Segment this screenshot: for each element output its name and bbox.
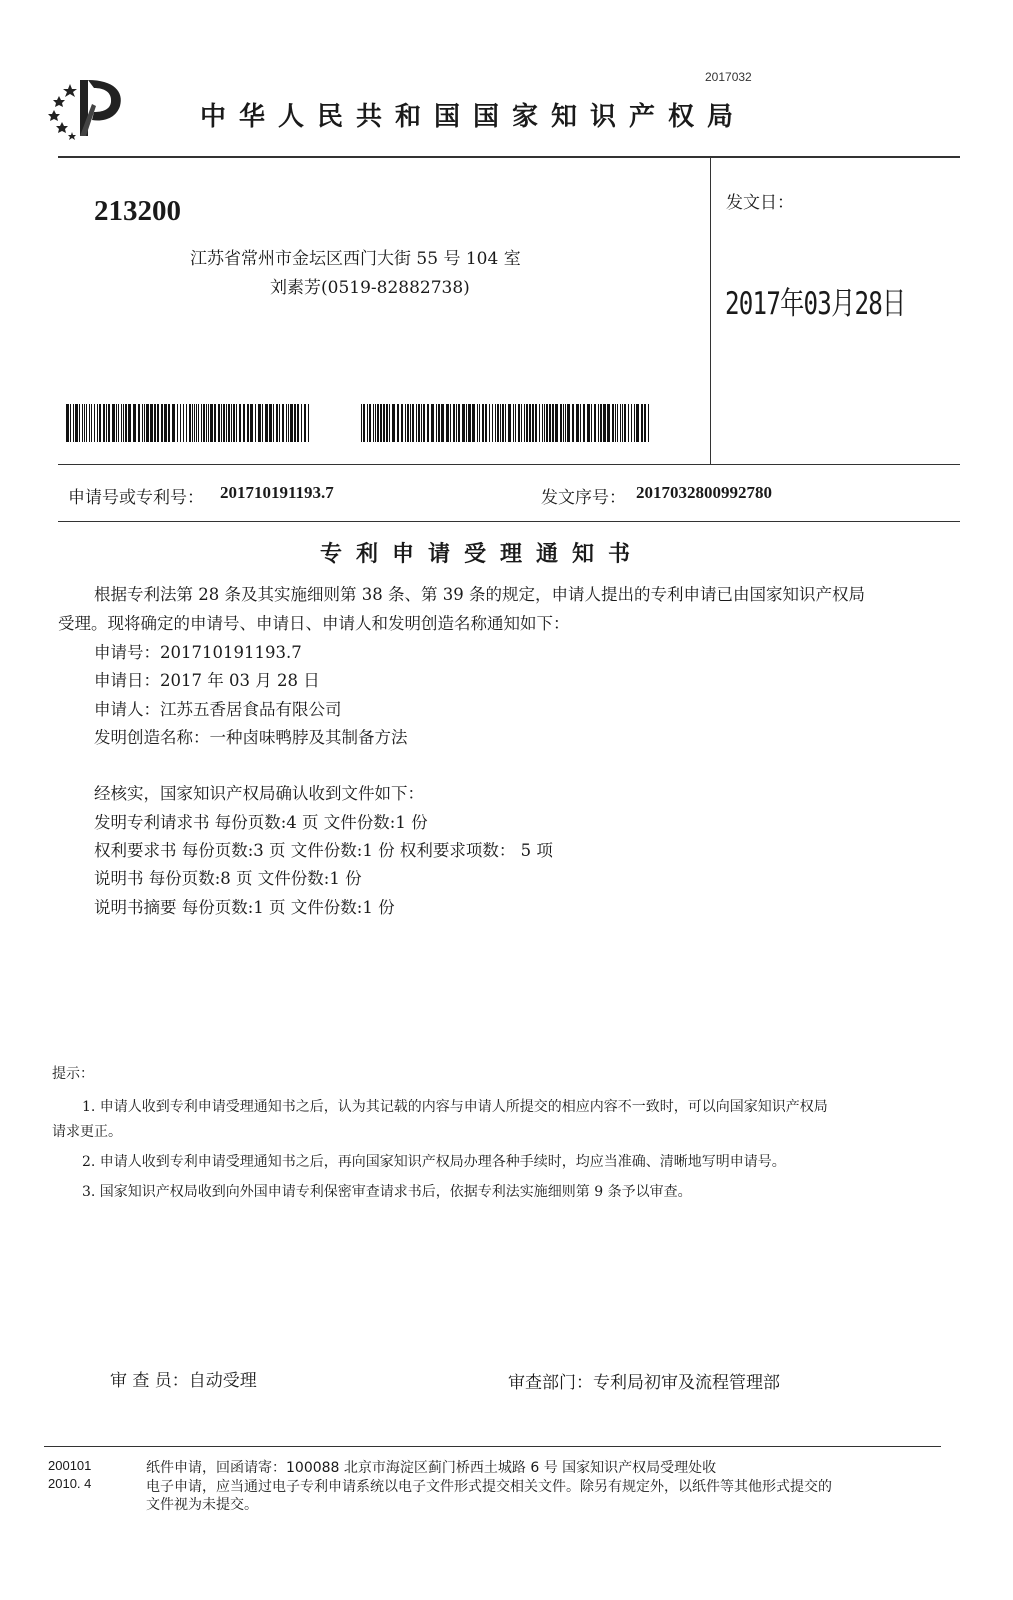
barcode-bar bbox=[615, 404, 616, 442]
document-item: 说明书摘要 每份页数:1 页 文件份数:1 份 bbox=[94, 898, 395, 917]
barcode-bar bbox=[580, 404, 581, 442]
barcode-bar bbox=[250, 404, 253, 442]
barcode-bar bbox=[617, 404, 618, 442]
barcode-bar bbox=[572, 404, 574, 442]
barcode-bar bbox=[106, 404, 107, 442]
barcode-bar bbox=[99, 404, 101, 442]
barcode-bar bbox=[255, 404, 256, 442]
barcode-bar bbox=[641, 404, 643, 442]
review-department: 审查部门：专利局初审及流程管理部 bbox=[508, 1373, 780, 1393]
numbers-divider bbox=[58, 521, 960, 522]
barcode-bar bbox=[265, 404, 268, 442]
field-invention-title: 发明创造名称：一种卤味鸭脖及其制备方法 bbox=[94, 728, 408, 747]
notice-paragraph: 根据专利法第 28 条及其实施细则第 38 条、第 39 条的规定，申请人提出的专利申请已由国家知识产权局 bbox=[94, 585, 865, 604]
barcode-bar bbox=[477, 404, 478, 442]
barcode-bar bbox=[206, 404, 207, 442]
barcode-bar bbox=[555, 404, 558, 442]
barcode-bar bbox=[177, 404, 178, 442]
barcode-bar bbox=[94, 404, 95, 442]
reviewer: 审 查 员：自动受理 bbox=[110, 1371, 257, 1391]
barcode-bar bbox=[644, 404, 646, 442]
postcode: 213200 bbox=[94, 195, 181, 227]
barcode-bar bbox=[497, 404, 499, 442]
star-icon bbox=[56, 122, 68, 133]
barcode-bar bbox=[441, 404, 444, 442]
barcode-bar bbox=[521, 404, 522, 442]
barcode-bar bbox=[594, 404, 596, 442]
barcode-bar bbox=[583, 404, 585, 442]
barcode-bar bbox=[297, 404, 299, 442]
barcode-bar bbox=[301, 404, 302, 442]
field-application-date: 申请日：2017 年 03 月 28 日 bbox=[94, 671, 320, 690]
barcode-bar bbox=[194, 404, 195, 442]
barcode-bar bbox=[361, 404, 362, 442]
barcode-bar bbox=[544, 404, 545, 442]
barcode-bar bbox=[290, 404, 293, 442]
document-code: 2017032 bbox=[705, 70, 752, 84]
recipient-address: 江苏省常州市金坛区西门大街 55 号 104 室 bbox=[190, 249, 521, 269]
barcode-bar bbox=[377, 404, 379, 442]
barcode-bar bbox=[66, 404, 69, 442]
barcode-bar bbox=[612, 404, 614, 442]
star-icon bbox=[63, 84, 77, 97]
barcode-bar bbox=[367, 404, 368, 442]
barcode-bar bbox=[421, 404, 422, 442]
middle-divider bbox=[58, 464, 960, 465]
barcode-bar bbox=[620, 404, 621, 442]
footer-line: 电子申请，应当通过电子专利申请系统以电子文件形式提交相关文件。除另有规定外，以纸件等其他形式提交的 bbox=[146, 1479, 832, 1495]
form-version: 2010. 4 bbox=[48, 1476, 92, 1491]
barcode-bar bbox=[157, 404, 159, 442]
barcode-bar bbox=[600, 404, 602, 442]
barcode-bar bbox=[546, 404, 548, 442]
tip-item: 2. 申请人收到专利申请受理通知书之后，再向国家知识产权局办理各种手续时，均应当准确、清晰地写明申请号。 bbox=[82, 1154, 786, 1170]
barcode-bar bbox=[423, 404, 425, 442]
issue-date: 2017年03月28日 bbox=[725, 286, 906, 322]
barcode-bar bbox=[431, 404, 434, 442]
barcode-bar bbox=[369, 404, 371, 442]
tip-item: 请求更正。 bbox=[52, 1124, 122, 1140]
application-number-label: 申请号或专利号： bbox=[68, 488, 204, 508]
tip-item: 1. 申请人收到专利申请受理通知书之后，认为其记载的内容与申请人所提交的相应内容不一致时，可以向国家知识产权局 bbox=[82, 1099, 828, 1115]
barcode-bar bbox=[622, 404, 623, 442]
barcode-bar bbox=[500, 404, 501, 442]
barcode-bar bbox=[450, 404, 451, 442]
barcode-bar bbox=[121, 404, 122, 442]
serial-number-label: 发文序号： bbox=[541, 488, 626, 508]
barcode-bar bbox=[458, 404, 460, 442]
barcode-bar bbox=[279, 404, 280, 442]
barcode-bar bbox=[75, 404, 78, 442]
barcode-bar bbox=[462, 404, 465, 442]
barcode-bar bbox=[201, 404, 202, 442]
barcode-bar bbox=[144, 404, 145, 442]
barcode-bar bbox=[97, 404, 98, 442]
barcode-bar bbox=[648, 404, 649, 442]
barcode-bar bbox=[383, 404, 385, 442]
barcode-bar bbox=[634, 404, 635, 442]
footer-divider bbox=[44, 1446, 941, 1447]
barcode-bar bbox=[492, 404, 493, 442]
barcode-bar bbox=[189, 404, 191, 442]
barcode-bar bbox=[86, 404, 87, 442]
barcode-bar bbox=[524, 404, 525, 442]
barcode-bar bbox=[70, 404, 71, 442]
barcode-bar bbox=[262, 404, 263, 442]
tips-label: 提示： bbox=[52, 1066, 94, 1082]
barcode-bar bbox=[192, 404, 193, 442]
barcode-bar bbox=[239, 404, 241, 442]
barcode-bar bbox=[123, 404, 124, 442]
application-number: 201710191193.7 bbox=[220, 483, 334, 502]
barcode-bar bbox=[515, 404, 516, 442]
barcode-bar bbox=[628, 404, 629, 442]
recipient-contact: 刘素芳(0519-82882738) bbox=[270, 278, 470, 298]
barcode-bar bbox=[453, 404, 455, 442]
document-item: 说明书 每份页数:8 页 文件份数:1 份 bbox=[94, 869, 362, 888]
barcode-bar bbox=[84, 404, 85, 442]
barcode-bar bbox=[513, 404, 514, 442]
barcode-bar bbox=[128, 404, 131, 442]
barcode-bar bbox=[243, 404, 245, 442]
cnipa-logo bbox=[44, 74, 126, 140]
barcode-bar bbox=[539, 404, 540, 442]
star-icon bbox=[48, 110, 60, 121]
barcode-bar bbox=[294, 404, 296, 442]
office-name: 中华人民共和国国家知识产权局 bbox=[200, 102, 747, 132]
barcode-bar bbox=[446, 404, 449, 442]
barcode-bar bbox=[103, 404, 105, 442]
barcode-bar bbox=[565, 404, 566, 442]
barcode-bar bbox=[286, 404, 287, 442]
barcode-bar bbox=[186, 404, 187, 442]
barcode-bar bbox=[226, 404, 227, 442]
barcode-bar bbox=[410, 404, 411, 442]
barcode-bar bbox=[138, 404, 140, 442]
field-application-number: 申请号：201710191193.7 bbox=[94, 643, 302, 662]
barcode-bar bbox=[502, 404, 504, 442]
barcode-bar bbox=[228, 404, 230, 442]
barcode-bar bbox=[466, 404, 467, 442]
barcode-bar bbox=[233, 404, 235, 442]
barcode-bar bbox=[495, 404, 496, 442]
barcode-bar bbox=[258, 404, 261, 442]
star-icon bbox=[53, 96, 65, 107]
barcode-bar bbox=[210, 404, 213, 442]
barcode-bar bbox=[401, 404, 403, 442]
barcode bbox=[361, 404, 652, 442]
barcode-bar bbox=[218, 404, 220, 442]
barcode-bar bbox=[567, 404, 570, 442]
barcode-bar bbox=[532, 404, 534, 442]
barcode-bar bbox=[203, 404, 205, 442]
barcode-bar bbox=[118, 404, 119, 442]
barcode-bar bbox=[389, 404, 390, 442]
barcode-bar bbox=[407, 404, 409, 442]
barcode-bar bbox=[198, 404, 199, 442]
barcode-bar bbox=[535, 404, 537, 442]
barcode-bar bbox=[468, 404, 471, 442]
barcode-bar bbox=[526, 404, 528, 442]
barcode-bar bbox=[375, 404, 376, 442]
serial-number: 2017032800992780 bbox=[636, 483, 772, 502]
document-item: 权利要求书 每份页数:3 页 文件份数:1 份 权利要求项数： 5 项 bbox=[94, 841, 553, 860]
notice-paragraph: 受理。现将确定的申请号、申请日、申请人和发明创造名称通知如下： bbox=[58, 614, 570, 633]
vertical-divider bbox=[710, 156, 711, 465]
barcode-bar bbox=[508, 404, 511, 442]
barcode-bar bbox=[552, 404, 554, 442]
barcode-bar bbox=[560, 404, 562, 442]
barcode-bar bbox=[116, 404, 117, 442]
barcode-bar bbox=[576, 404, 579, 442]
barcode-bar bbox=[223, 404, 225, 442]
barcode-bar bbox=[231, 404, 232, 442]
barcode-bar bbox=[125, 404, 127, 442]
barcode-bar bbox=[150, 404, 153, 442]
barcode-bar bbox=[304, 404, 306, 442]
tip-item: 3. 国家知识产权局收到向外国申请专利保密审查请求书后，依据专利法实施细则第 9 条予以审查。 bbox=[82, 1184, 692, 1200]
barcode-bar bbox=[363, 404, 365, 442]
barcode-bar bbox=[91, 404, 92, 442]
barcode-bar bbox=[146, 404, 149, 442]
barcode-bar bbox=[505, 404, 506, 442]
barcode-bar bbox=[373, 404, 374, 442]
barcode-bar bbox=[236, 404, 237, 442]
barcode-bar bbox=[288, 404, 289, 442]
footer-line: 文件视为未提交。 bbox=[146, 1497, 258, 1513]
barcode-bar bbox=[438, 404, 440, 442]
barcode-bar bbox=[456, 404, 457, 442]
barcode-bar bbox=[247, 404, 249, 442]
issue-date-label: 发文日： bbox=[726, 193, 794, 213]
barcode-bar bbox=[598, 404, 599, 442]
barcode-bar bbox=[221, 404, 222, 442]
barcode-bar bbox=[82, 404, 83, 442]
barcode-bar bbox=[108, 404, 110, 442]
barcode-bar bbox=[479, 404, 480, 442]
barcode-bar bbox=[79, 404, 80, 442]
barcode-bar bbox=[603, 404, 606, 442]
barcode-bar bbox=[624, 404, 626, 442]
barcode-bar bbox=[563, 404, 564, 442]
barcode-bar bbox=[485, 404, 487, 442]
barcode-bar bbox=[412, 404, 414, 442]
barcode-bar bbox=[416, 404, 417, 442]
barcode-bar bbox=[489, 404, 490, 442]
barcode-bar bbox=[161, 404, 163, 442]
barcode-bar bbox=[607, 404, 610, 442]
barcode-bar bbox=[112, 404, 115, 442]
barcode-bar bbox=[164, 404, 167, 442]
barcode-bar bbox=[386, 404, 388, 442]
barcode-bar bbox=[142, 404, 143, 442]
barcode-bar bbox=[542, 404, 543, 442]
barcode-bar bbox=[89, 404, 90, 442]
confirm-intro: 经核实，国家知识产权局确认收到文件如下： bbox=[94, 784, 424, 803]
barcode-bar bbox=[405, 404, 406, 442]
form-code: 200101 bbox=[48, 1458, 92, 1473]
barcode-bar bbox=[73, 404, 74, 442]
barcode-bar bbox=[168, 404, 170, 442]
document-item: 发明专利请求书 每份页数:4 页 文件份数:1 份 bbox=[94, 813, 428, 832]
barcode-bar bbox=[418, 404, 420, 442]
barcode-bar bbox=[196, 404, 197, 442]
barcode-bar bbox=[472, 404, 475, 442]
barcode-bar bbox=[587, 404, 590, 442]
barcode-bar bbox=[631, 404, 632, 442]
barcode-bar bbox=[518, 404, 520, 442]
top-divider bbox=[58, 156, 960, 158]
barcode-bar bbox=[208, 404, 209, 442]
barcode-bar bbox=[154, 404, 156, 442]
barcode-bar bbox=[549, 404, 551, 442]
barcode-bar bbox=[172, 404, 175, 442]
barcode-bar bbox=[269, 404, 272, 442]
footer-line: 纸件申请，回函请寄：100088 北京市海淀区蓟门桥西土城路 6 号 国家知识产权局受理处收 bbox=[146, 1460, 717, 1476]
barcode-bar bbox=[183, 404, 184, 442]
barcode-bar bbox=[482, 404, 484, 442]
barcode-bar bbox=[282, 404, 284, 442]
barcode-bar bbox=[214, 404, 216, 442]
barcode-bar bbox=[591, 404, 592, 442]
field-applicant: 申请人：江苏五香居食品有限公司 bbox=[94, 700, 342, 719]
barcode-bar bbox=[397, 404, 399, 442]
barcode-bar bbox=[308, 404, 309, 442]
barcode bbox=[66, 404, 310, 442]
barcode-bar bbox=[133, 404, 136, 442]
barcode-bar bbox=[380, 404, 382, 442]
barcode-bar bbox=[436, 404, 437, 442]
notice-title: 专利申请受理通知书 bbox=[320, 542, 645, 567]
star-icon bbox=[68, 132, 76, 140]
barcode-bar bbox=[180, 404, 181, 442]
barcode-bar bbox=[276, 404, 278, 442]
barcode-bar bbox=[273, 404, 274, 442]
barcode-bar bbox=[392, 404, 395, 442]
barcode-bar bbox=[636, 404, 639, 442]
barcode-bar bbox=[529, 404, 531, 442]
barcode-bar bbox=[427, 404, 429, 442]
